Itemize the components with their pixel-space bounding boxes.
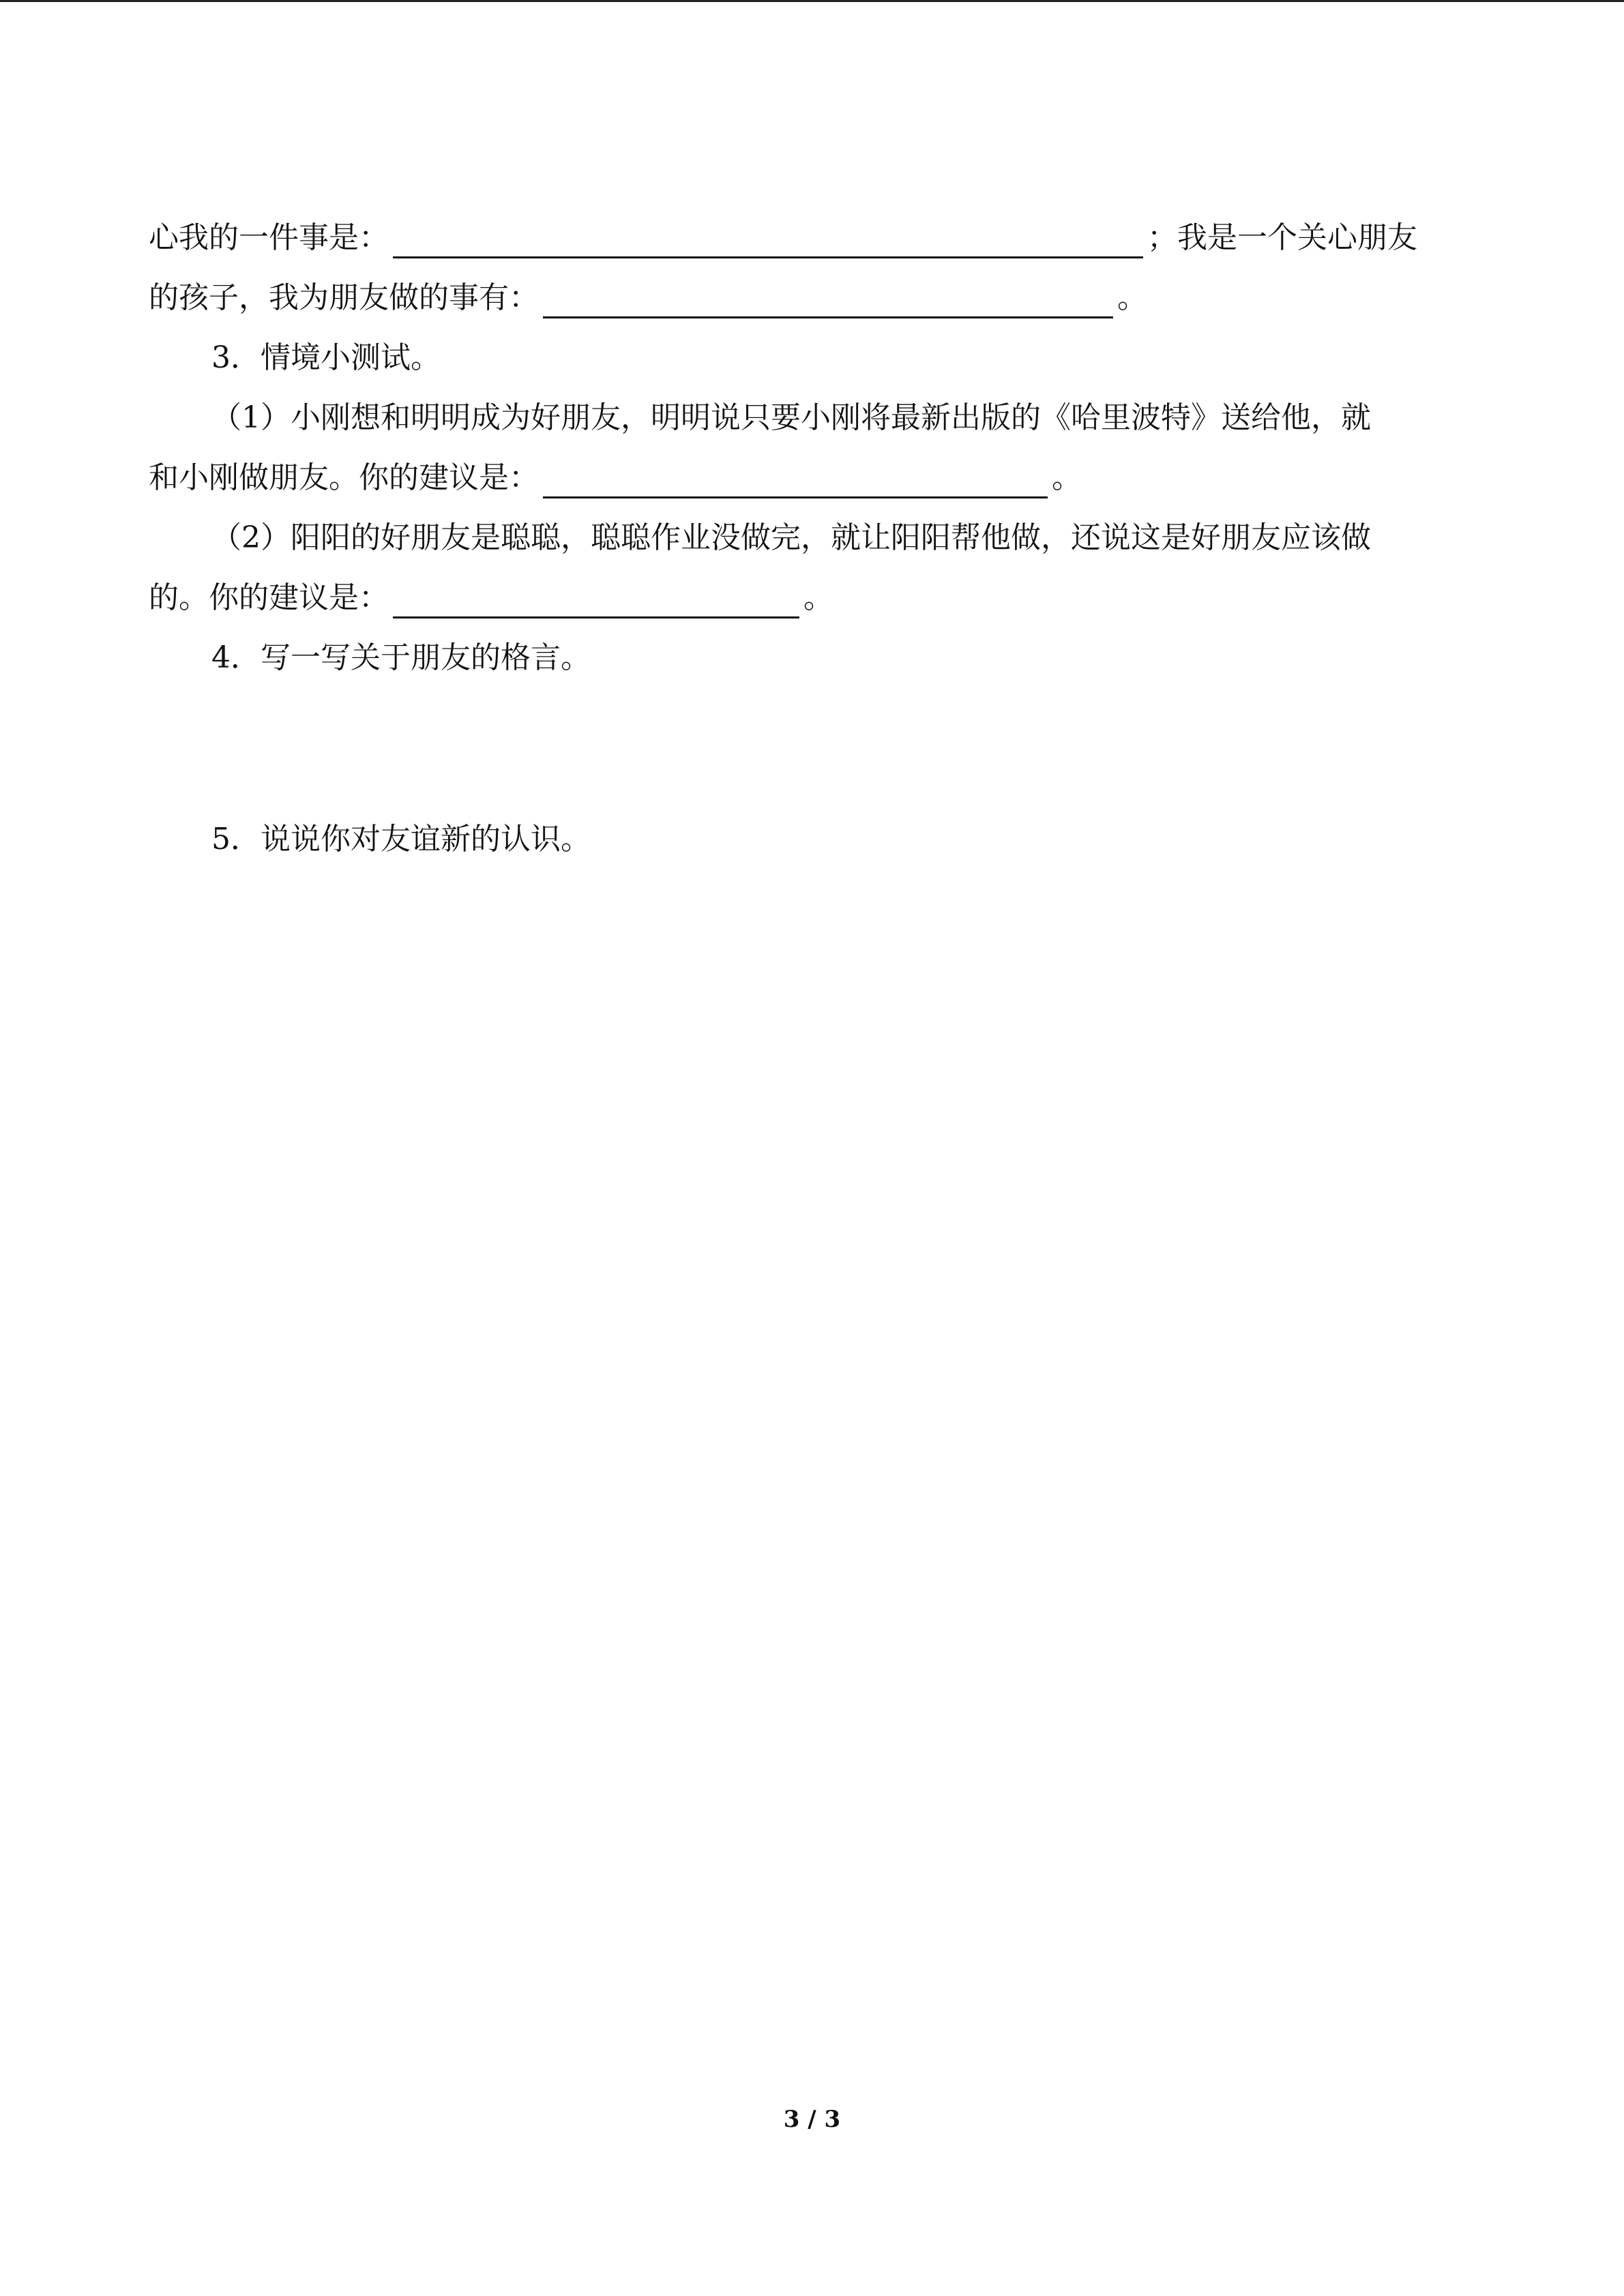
text-line-friend-deeds <box>149 278 1147 318</box>
line-text: （2）阳阳的好朋友是聪聪，聪聪作业没做完，就让阳阳帮他做，还说这是好朋友应该做 <box>211 520 1371 555</box>
scenario-1-text <box>211 398 1371 438</box>
line-text: 4．写一写关于朋友的格言。 <box>211 640 591 675</box>
question-4-heading <box>211 638 591 679</box>
line-text: 3．情境小测试。 <box>211 340 441 375</box>
scenario-2-answer <box>149 578 833 618</box>
line-text: ；我是一个关心朋友 <box>1147 220 1417 255</box>
question-3-heading <box>211 338 441 378</box>
scenario-2-text <box>211 518 1371 558</box>
line-text: 5．说说你对友谊新的认识。 <box>211 822 591 856</box>
line-text: 。 <box>1052 460 1082 495</box>
answer-blank[interactable] <box>543 284 1113 318</box>
line-text: 和小刚做朋友。你的建议是： <box>149 460 539 495</box>
text-line-care-event <box>149 218 1417 258</box>
scenario-1-answer <box>149 458 1082 498</box>
line-text: 心我的一件事是： <box>149 220 389 255</box>
question-5-heading <box>211 819 591 860</box>
answer-blank[interactable] <box>393 224 1143 258</box>
line-text: （1）小刚想和明明成为好朋友，明明说只要小刚将最新出版的《哈里波特》送给他，就 <box>211 400 1371 435</box>
answer-blank[interactable] <box>543 464 1048 498</box>
answer-blank[interactable] <box>393 584 799 618</box>
line-text: 的。你的建议是： <box>149 580 389 615</box>
line-text: 。 <box>803 580 833 615</box>
line-text: 的孩子，我为朋友做的事有： <box>149 280 539 315</box>
line-text: 。 <box>1117 280 1147 315</box>
page-number: 3 / 3 <box>783 2106 841 2133</box>
